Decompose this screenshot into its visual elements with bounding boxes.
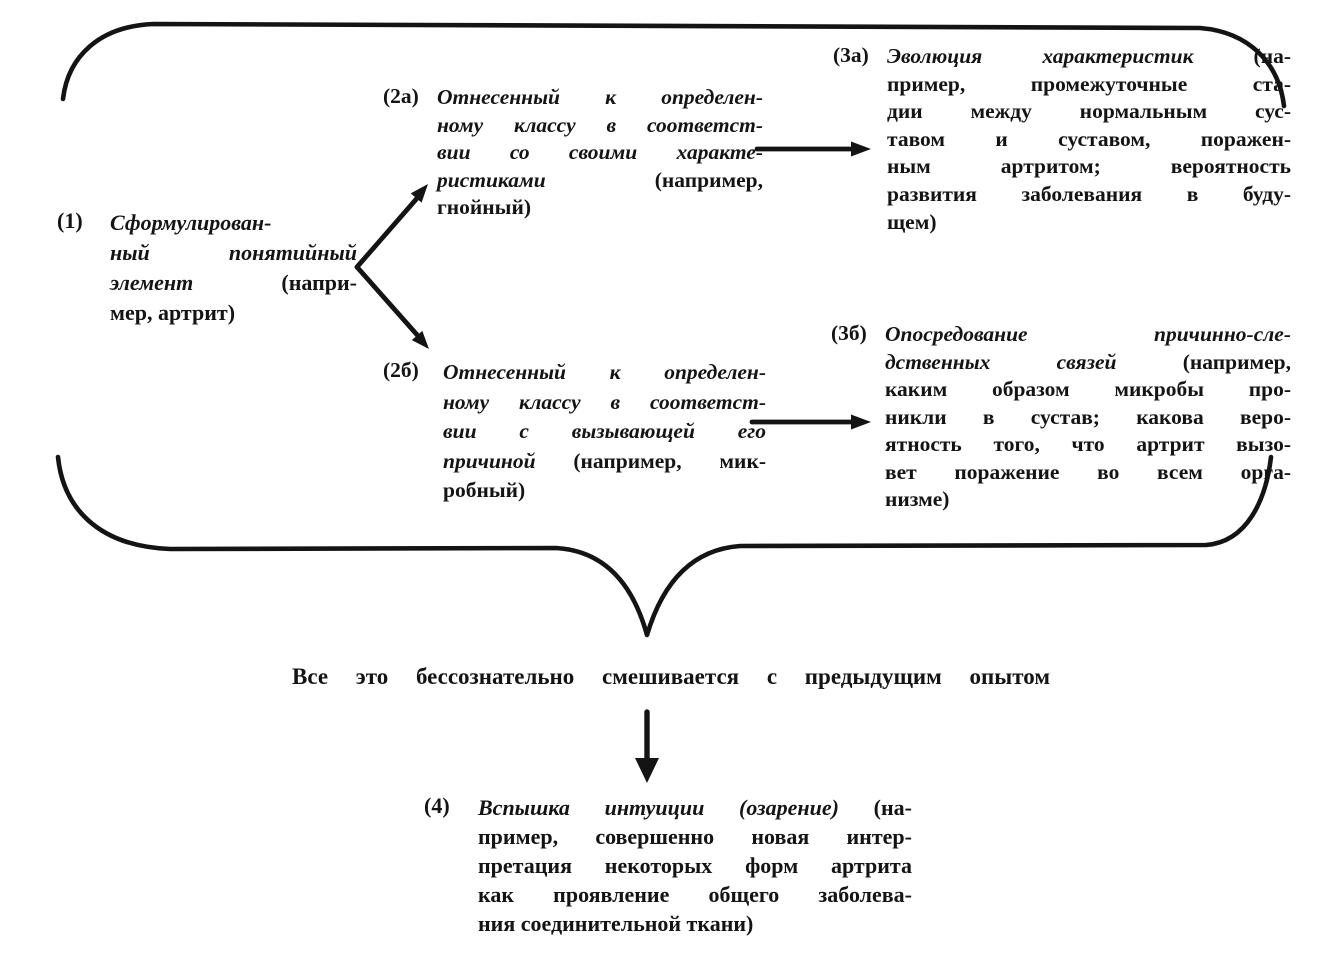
text-line [437, 84, 763, 112]
text-line [443, 388, 766, 418]
example-text: как проявление общего заболева- [478, 882, 912, 907]
text-line [110, 298, 357, 328]
example-text: вет поражение во всем орга- [885, 459, 1291, 484]
text-line [110, 268, 357, 298]
term-text: элемент [110, 270, 194, 295]
term-text: Эволюция характеристик [887, 44, 1194, 68]
text-line [887, 153, 1291, 181]
example-text: развития заболевания в буду- [887, 181, 1291, 206]
text-line [478, 793, 912, 822]
block-3b-causal-links-mediation [831, 321, 1291, 514]
example-text: пример, совершенно новая интер- [478, 824, 912, 849]
arrowhead-icon [635, 758, 659, 783]
term-text: Сформулирован- [110, 210, 272, 235]
block-3b-label: (3б) [831, 321, 867, 345]
term-text: Отнесенный к определен- [443, 360, 766, 384]
example-text: каким образом микробы про- [885, 377, 1291, 401]
text-line [437, 139, 763, 167]
example-text: претация некоторых форм артрита [478, 853, 912, 878]
text-line [885, 486, 1291, 514]
example-text: ятность того, что артрит вызо- [885, 432, 1291, 456]
example-text: мер, артрит) [110, 300, 236, 325]
block-2a-class-by-characteristics [383, 84, 763, 222]
example-text: робный) [443, 478, 526, 502]
text-line [443, 417, 766, 447]
text-line [887, 71, 1291, 99]
example-text: (например, мик- [535, 448, 766, 473]
text-line [437, 112, 763, 140]
example-text: щем) [887, 209, 937, 234]
text-line [887, 43, 1291, 71]
example-text: никли в сустав; какова веро- [885, 404, 1291, 429]
term-text: вии со своими характе- [437, 140, 763, 164]
block-2b-text [443, 358, 766, 506]
block-4-text [478, 793, 912, 938]
term-text: ному классу в соответст- [443, 389, 766, 414]
arrow-down-to-4 [635, 712, 659, 783]
example-text: (напри- [193, 270, 357, 295]
text-line [478, 909, 912, 938]
text-line [478, 880, 912, 909]
example-text: (например, [1116, 349, 1291, 374]
term-text: вии с вызывающей его [443, 419, 766, 443]
text-line [885, 376, 1291, 404]
term-text: дственных связей [885, 349, 1117, 374]
block-3a-evolution-of-characteristics [833, 43, 1291, 236]
block-1-text [110, 208, 357, 328]
text-line [885, 349, 1291, 377]
example-text: ным артритом; вероятность [887, 154, 1291, 179]
block-3b-text [885, 321, 1291, 514]
example-text: гнойный) [437, 195, 532, 219]
example-text: ния соединительной ткани) [478, 911, 754, 936]
text-line [437, 167, 763, 195]
term-text: ный понятийный [110, 240, 357, 265]
text-line [478, 851, 912, 880]
example-text: низме) [885, 487, 950, 511]
text-line [887, 209, 1291, 237]
example-text: тавом и суставом, поражен- [887, 126, 1291, 151]
block-1-label: (1) [57, 208, 83, 233]
example-text: пример, промежуточные ста- [887, 71, 1291, 96]
text-line [887, 181, 1291, 209]
text-line [885, 404, 1291, 432]
block-3a-text [887, 43, 1291, 236]
text-line [110, 238, 357, 268]
example-text: (на- [1193, 44, 1291, 68]
term-text: ристиками [437, 167, 546, 192]
text-line [885, 431, 1291, 459]
block-2b-class-by-cause [383, 358, 766, 506]
block-1-concept-element [57, 208, 357, 328]
block-2a-label: (2а) [383, 84, 419, 108]
example-text: дии между нормальным сус- [887, 99, 1291, 124]
term-text: причиной [443, 448, 536, 473]
text-line [885, 321, 1291, 349]
mixing-statement: Все это бессознательно смешивается с предыдущим опытом [292, 664, 1050, 689]
text-line [437, 194, 763, 222]
block-4-label: (4) [424, 793, 450, 818]
term-text: Вспышка интуиции (озарение) [478, 795, 839, 820]
text-line [478, 822, 912, 851]
block-2a-text [437, 84, 763, 222]
example-text: (на- [838, 795, 912, 820]
text-line [885, 459, 1291, 487]
text-line [110, 208, 357, 238]
example-text: (например, [545, 167, 763, 192]
term-text: Отнесенный к определен- [437, 85, 763, 109]
text-line [887, 98, 1291, 126]
text-line [887, 126, 1291, 154]
arrow-1-to-2b [357, 267, 429, 349]
block-2b-label: (2б) [383, 358, 419, 382]
text-line [443, 476, 766, 506]
block-4-flash-of-intuition [424, 793, 912, 938]
block-3a-label: (3а) [833, 43, 869, 67]
text-line [443, 358, 766, 388]
term-text: Опосредование причинно-сле- [885, 322, 1291, 346]
term-text: ному классу в соответст- [437, 112, 763, 137]
text-line [443, 447, 766, 477]
